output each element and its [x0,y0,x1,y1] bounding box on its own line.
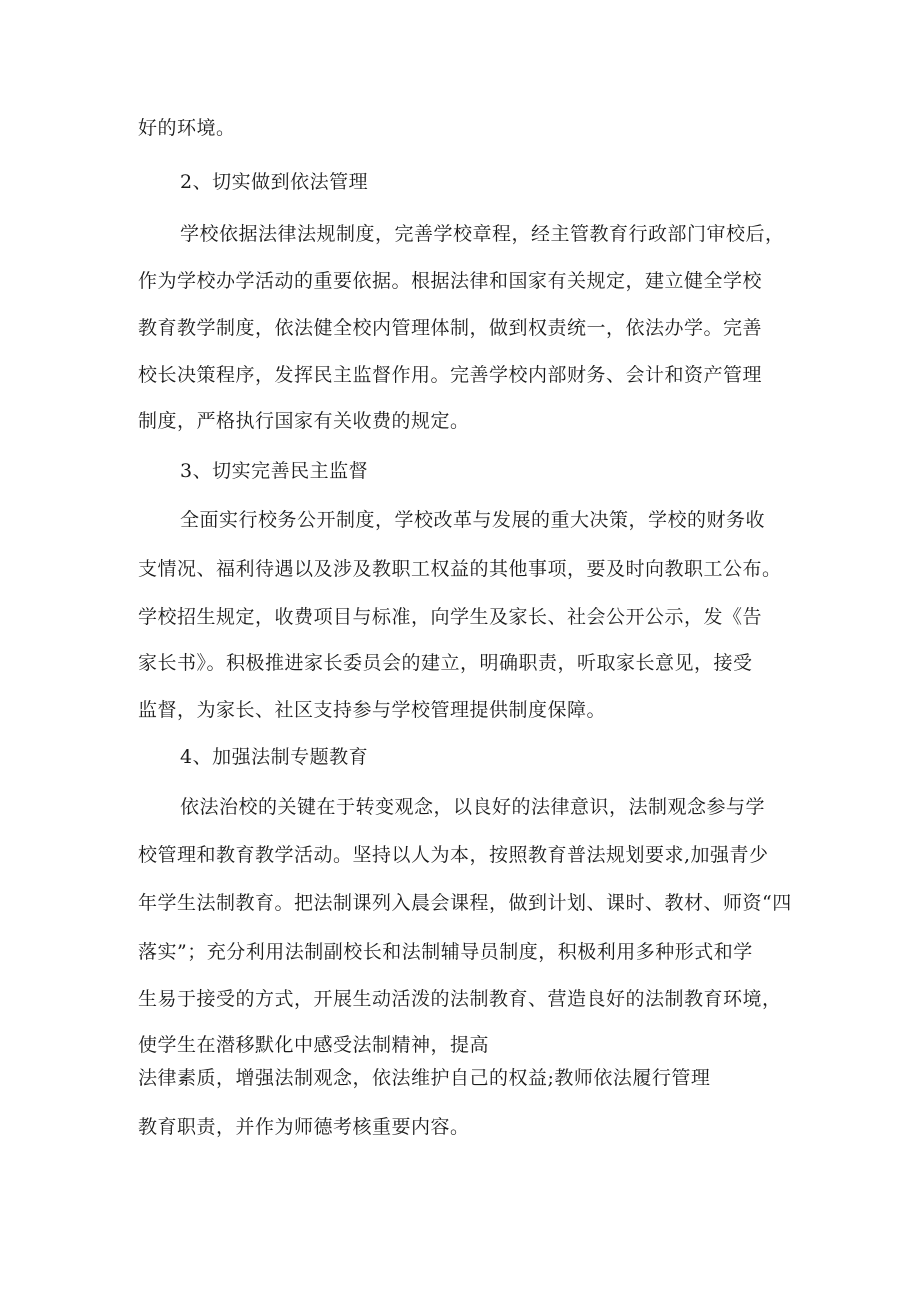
paragraph-line: 教育职责，并作为师德考核重要内容。 [138,1116,470,1138]
paragraph-line: 教育教学制度，依法健全校内管理体制，做到权责统一，依法办学。完善 [138,317,763,339]
paragraph-line: 全面实行校务公开制度，学校改革与发展的重大决策，学校的财务收 [180,509,766,531]
paragraph-line: 年学生法制教育。把法制课列入晨会课程，做到计划、课时、教材、师资“四 [138,892,792,914]
paragraph-line: 作为学校办学活动的重要依据。根据法律和国家有关规定，建立健全学校 [138,270,763,292]
paragraph-line: 校管理和教育教学活动。坚持以人为本，按照教育普法规划要求,加强青少 [138,844,769,866]
paragraph-line: 法律素质，增强法制观念，依法维护自己的权益;教师依法履行管理 [138,1067,711,1089]
paragraph-line: 落实”；充分利用法制副校长和法制辅导员制度，积极利用多种形式和学 [138,941,753,963]
paragraph-line: 支情况、福利待遇以及涉及教职工权益的其他事项，要及时向教职工公布。 [138,558,782,580]
paragraph-line: 家长书》。积极推进家长委员会的建立，明确职责，听取家长意见，接受 [138,652,753,674]
paragraph-line: 制度，严格执行国家有关收费的规定。 [138,410,470,432]
paragraph-line: 监督，为家长、社区支持参与学校管理提供制度保障。 [138,699,607,721]
paragraph-line: 好的环境。 [138,117,236,139]
paragraph-line: 依法治校的关键在于转变观念，以良好的法律意识，法制观念参与学 [180,796,766,818]
paragraph-line: 使学生在潜移默化中感受法制精神，提高 [138,1034,490,1056]
paragraph-line: 生易于接受的方式，开展生动活泼的法制教育、营造良好的法制教育环境， [138,988,782,1010]
paragraph-line: 学校招生规定，收费项目与标准，向学生及家长、社会公开公示，发《告 [138,606,763,628]
paragraph-line: 校长决策程序，发挥民主监督作用。完善学校内部财务、会计和资产管理 [138,364,763,386]
paragraph-line: 学校依据法律法规制度，完善学校章程，经主管教育行政部门审校后， [180,223,785,245]
section-heading: 4、加强法制专题教育 [180,746,369,768]
section-heading: 2、切实做到依法管理 [180,171,369,193]
section-heading: 3、切实完善民主监督 [180,460,369,482]
